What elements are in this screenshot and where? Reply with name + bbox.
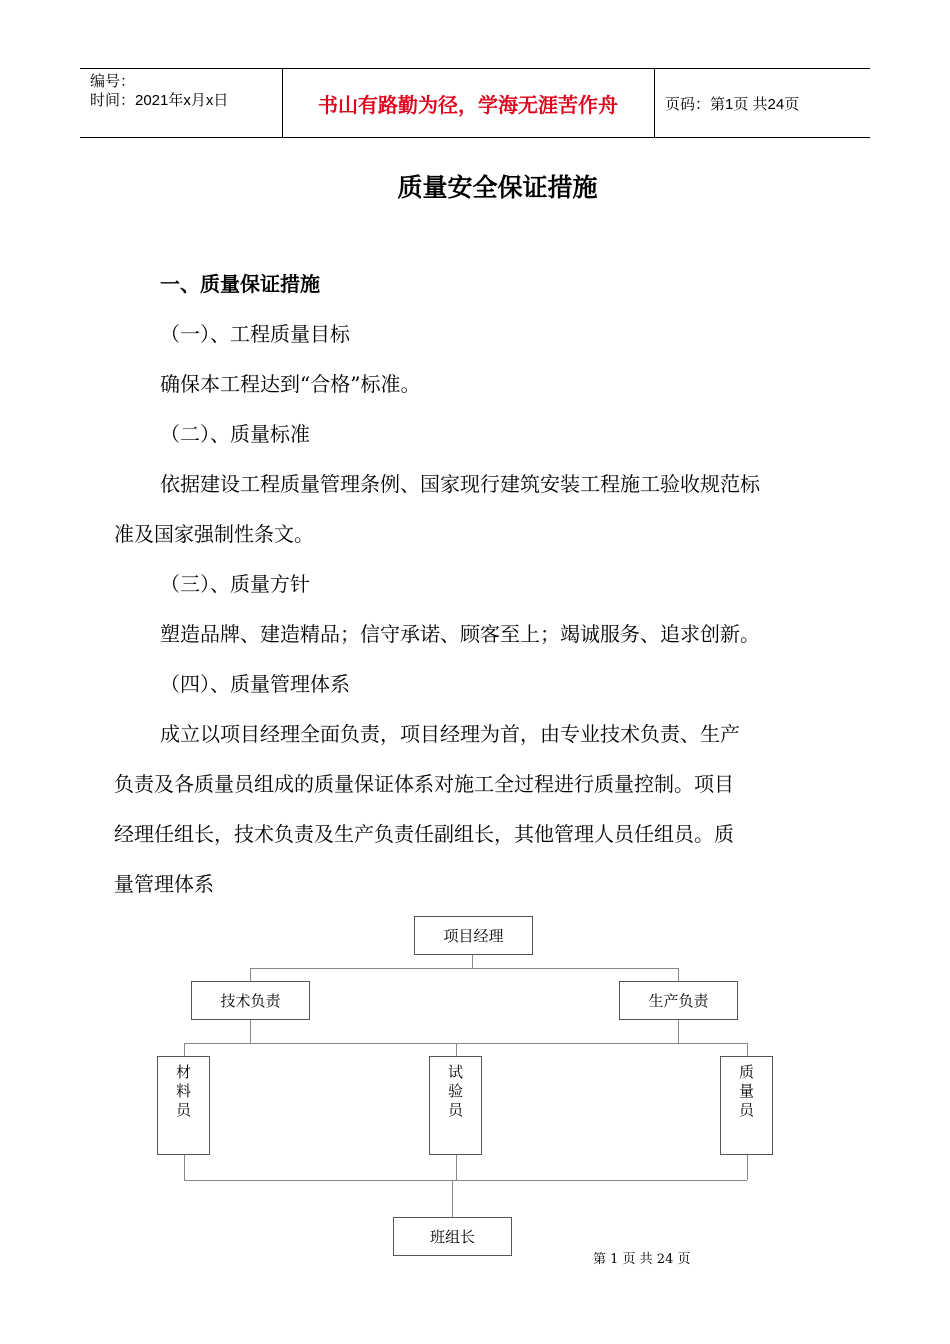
org-node-testing bbox=[429, 1056, 482, 1155]
header-meta bbox=[90, 72, 228, 110]
paragraph: 负责及各质量员组成的质量保证体系对施工全过程进行质量控制。项目 bbox=[114, 772, 734, 796]
connector bbox=[250, 968, 251, 981]
node-char: 质 bbox=[738, 1063, 754, 1081]
subheading: （二）、质量标准 bbox=[160, 422, 310, 446]
connector bbox=[678, 1018, 679, 1043]
connector bbox=[184, 1043, 185, 1056]
connector bbox=[452, 1180, 453, 1217]
paragraph: 确保本工程达到“合格”标准。 bbox=[160, 372, 421, 396]
node-char: 量 bbox=[738, 1082, 754, 1100]
connector bbox=[678, 968, 679, 981]
paragraph: 经理任组长，技术负责及生产负责任副组长，其他管理人员任组员。质 bbox=[114, 822, 734, 846]
connector bbox=[184, 1043, 747, 1044]
org-node-production-lead: 生产负责 bbox=[619, 981, 738, 1020]
connector bbox=[250, 1018, 251, 1043]
node-char: 员 bbox=[738, 1101, 754, 1119]
paragraph: 依据建设工程质量管理条例、国家现行建筑安装工程施工验收规范标 bbox=[160, 472, 760, 496]
connector bbox=[184, 1180, 747, 1181]
header-divider bbox=[654, 69, 655, 137]
paragraph: 成立以项目经理全面负责，项目经理为首，由专业技术负责、生产 bbox=[160, 722, 740, 746]
connector bbox=[456, 1043, 457, 1056]
document-title: 质量安全保证措施 bbox=[397, 173, 598, 202]
node-char: 材 bbox=[175, 1063, 191, 1081]
subheading: （一）、工程质量目标 bbox=[160, 322, 350, 346]
number-label: 编号： bbox=[90, 73, 136, 90]
node-char: 料 bbox=[175, 1082, 191, 1100]
connector bbox=[472, 953, 473, 968]
time-label: 时间：2021年x月x日 bbox=[90, 92, 229, 109]
node-char: 员 bbox=[175, 1101, 191, 1119]
connector bbox=[184, 1155, 185, 1180]
connector bbox=[747, 1155, 748, 1180]
connector bbox=[456, 1155, 457, 1180]
connector bbox=[747, 1043, 748, 1056]
header-table bbox=[80, 68, 870, 138]
org-node-project-manager: 项目经理 bbox=[414, 916, 533, 955]
org-node-quality bbox=[720, 1056, 773, 1155]
section-heading: 一、质量保证措施 bbox=[160, 272, 320, 296]
node-char: 试 bbox=[447, 1063, 463, 1081]
paragraph: 塑造品牌、建造精品；信守承诺、顾客至上；竭诚服务、追求创新。 bbox=[160, 622, 760, 646]
org-node-materials bbox=[157, 1056, 210, 1155]
header-motto: 书山有路勤为径，学海无涯苦作舟 bbox=[318, 92, 618, 117]
org-node-team-leader: 班组长 bbox=[393, 1217, 512, 1256]
page-footer: 第 1 页 共 24 页 bbox=[593, 1252, 691, 1267]
paragraph: 准及国家强制性条文。 bbox=[114, 522, 314, 546]
paragraph: 量管理体系 bbox=[114, 872, 214, 896]
page-label: 页码：第1页 共24页 bbox=[665, 96, 800, 113]
subheading: （四）、质量管理体系 bbox=[160, 672, 350, 696]
node-char: 员 bbox=[447, 1101, 463, 1119]
node-char: 验 bbox=[447, 1082, 463, 1100]
org-node-tech-lead: 技术负责 bbox=[191, 981, 310, 1020]
connector bbox=[250, 968, 678, 969]
subheading: （三）、质量方针 bbox=[160, 572, 310, 596]
